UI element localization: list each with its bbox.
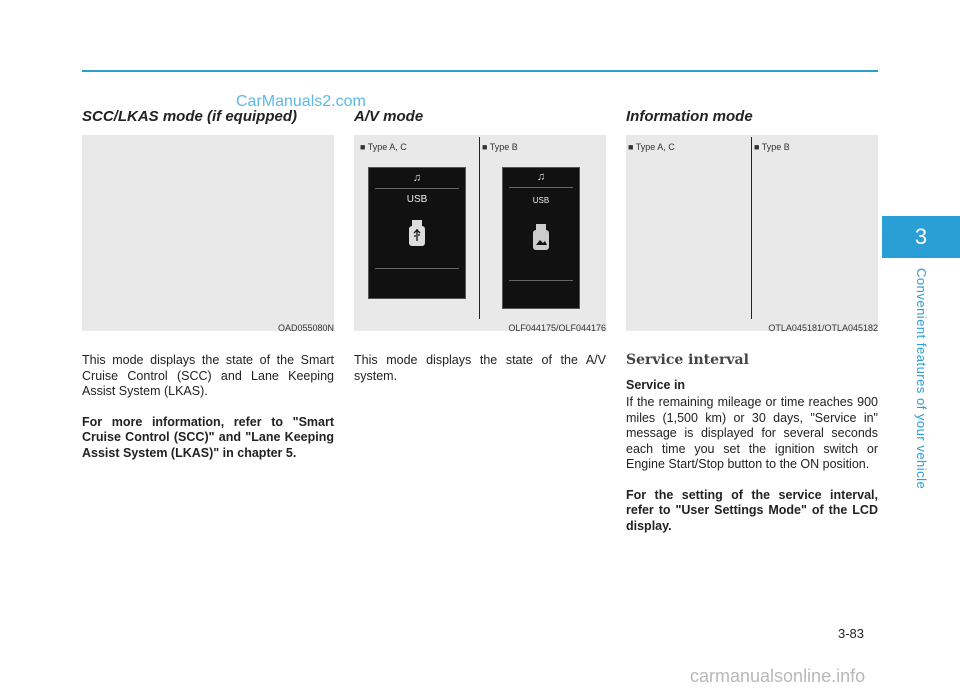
scc-body xyxy=(82,353,334,461)
av-figure-divider xyxy=(479,137,480,319)
scc-figure xyxy=(82,135,334,331)
screen-separator xyxy=(375,268,459,269)
scc-figure-code: OAD055080N xyxy=(277,323,334,333)
service-interval-title: Service interval xyxy=(626,352,749,368)
av-type-b-label: ■ Type B xyxy=(482,142,518,152)
av-section xyxy=(354,108,606,399)
av-screen-b-usb-label: USB xyxy=(532,196,550,205)
info-figure-divider xyxy=(751,137,752,319)
scc-paragraph: This mode displays the state of the Smart Cruise Control (SCC) and Lane Keeping Assist System (LKAS). xyxy=(82,353,334,398)
footer-watermark: carmanualsonline.info xyxy=(690,666,866,686)
info-figure-code: OTLA045181/OTLA045182 xyxy=(768,323,878,333)
service-reference: For the setting of the service interval, refer to "User Settings Mode" of the LCD display. xyxy=(626,487,878,533)
header-rule xyxy=(82,70,878,72)
av-body xyxy=(354,353,606,384)
av-screen-a-usb-label: USB xyxy=(406,194,428,205)
av-paragraph: This mode displays the state of the A/V system. xyxy=(354,353,606,383)
scc-section xyxy=(82,108,334,476)
music-note-icon: ♫ xyxy=(412,172,422,184)
scc-reference: For more information, refer to "Smart Cruise Control (SCC)" and "Lane Keeping Assist System (LKAS)" in chapter 5. xyxy=(82,414,334,460)
av-screen-type-b xyxy=(502,167,580,309)
av-figure xyxy=(354,135,606,331)
av-screen-type-a xyxy=(368,167,466,299)
service-paragraph: If the remaining mileage or time reaches 900 miles (1,500 km) or 30 days, "Service in" message is displayed for several seconds each time you set the ignition switch or Engine Start/Stop button to the ON position. xyxy=(626,395,878,471)
watermark: CarManuals2.com xyxy=(236,93,366,110)
service-in-subtitle: Service in xyxy=(626,377,686,392)
music-note-icon: ♫ xyxy=(536,171,546,183)
info-title: Information mode xyxy=(626,108,753,125)
screen-separator xyxy=(509,280,573,281)
usb-drive-icon xyxy=(407,220,427,246)
page-number: 3-83 xyxy=(838,626,865,641)
info-section xyxy=(626,108,878,549)
av-figure-code: OLF044175/OLF044176 xyxy=(508,323,606,333)
chapter-number-tab: 3 xyxy=(882,216,960,258)
info-body xyxy=(626,353,878,534)
scc-title: SCC/LKAS mode (if equipped) xyxy=(82,108,297,125)
screen-separator xyxy=(375,188,459,189)
chapter-title: Convenient features of your vehicle xyxy=(914,268,929,490)
screen-separator xyxy=(509,187,573,188)
usb-image-icon xyxy=(531,224,551,250)
av-title: A/V mode xyxy=(354,108,424,125)
info-type-b-label: ■ Type B xyxy=(754,142,790,152)
info-figure xyxy=(626,135,878,331)
info-type-a-label: ■ Type A, C xyxy=(628,142,675,152)
av-type-a-label: ■ Type A, C xyxy=(360,142,407,152)
